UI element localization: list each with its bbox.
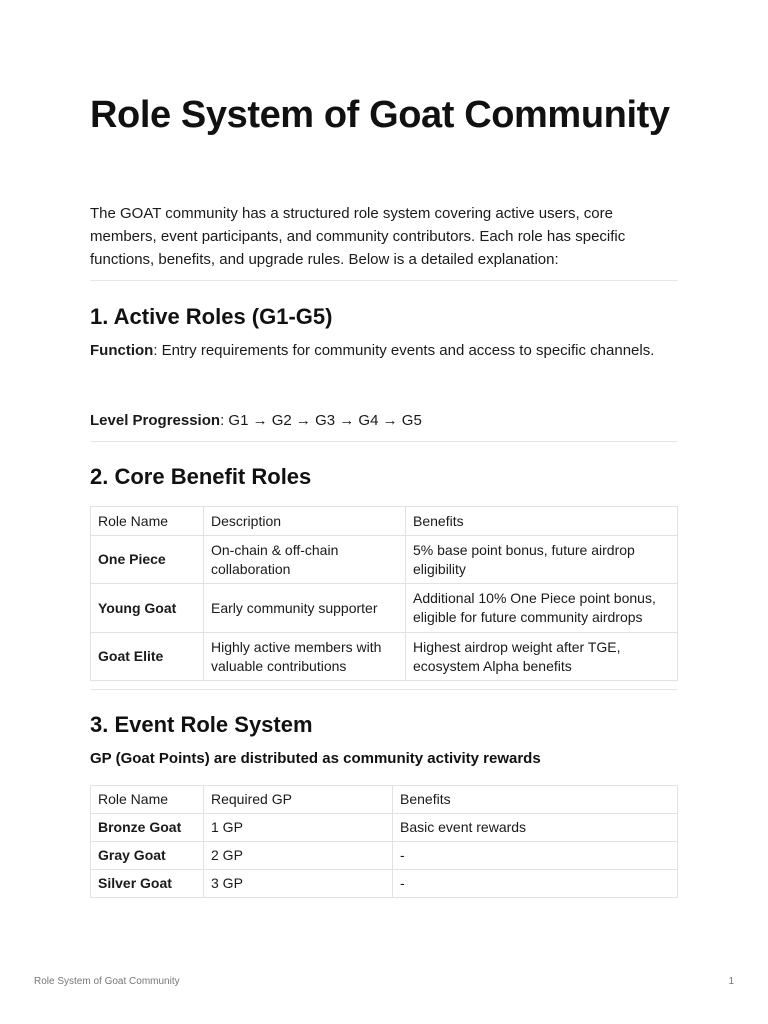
role-name-cell: Silver Goat [91,870,204,898]
function-label: Function [90,342,154,359]
section-2-heading: 2. Core Benefit Roles [90,464,312,489]
table-row [91,633,678,681]
table-header-cell: Required GP [204,786,393,814]
footer-doc-title: Role System of Goat Community [34,976,180,987]
role-name-cell: Gray Goat [91,842,204,870]
required-gp-cell: 1 GP [204,814,393,842]
divider [90,689,678,690]
section-3-subheading: GP (Goat Points) are distributed as community activity rewards [90,750,541,767]
table-row [91,536,678,584]
description-cell: Early community supporter [204,584,406,633]
table-row [91,814,678,842]
function-text: : Entry requirements for community events and access to specific channels. [153,342,655,359]
required-gp-cell: 3 GP [204,870,393,898]
divider [90,441,678,442]
description-cell: On-chain & off-chain collaboration [204,536,406,584]
intro-paragraph: The GOAT community has a structured role system covering active users, core members, event participants, and community contributors. Each role has specific functions, benefits, and upgrade rules. Below is a detailed explanation: [90,205,626,268]
table-header-cell: Role Name [91,507,204,536]
benefits-cell: 5% base point bonus, future airdrop eligibility [406,536,678,584]
table-header-cell: Description [204,507,406,536]
benefits-cell: Highest airdrop weight after TGE, ecosystem Alpha benefits [406,633,678,681]
progression-label: Level Progression [90,412,221,429]
required-gp-cell: 2 GP [204,842,393,870]
description-cell: Highly active members with valuable contributions [204,633,406,681]
table-header-cell: Role Name [91,786,204,814]
role-name-cell: Bronze Goat [91,814,204,842]
event-roles-table [90,785,678,898]
table-row [91,870,678,898]
footer-page-number: 1 [728,976,734,987]
table-row [91,842,678,870]
function-paragraph [90,339,678,362]
benefits-cell: Basic event rewards [393,814,678,842]
benefits-cell: - [393,842,678,870]
progression-paragraph [90,409,678,432]
table-header-row [91,507,678,536]
table-header-cell: Benefits [406,507,678,536]
benefits-cell: Additional 10% One Piece point bonus, eligible for future community airdrops [406,584,678,633]
page-title: Role System of Goat Community [90,94,670,136]
table-header-row [91,786,678,814]
table-row [91,584,678,633]
benefits-cell: - [393,870,678,898]
core-roles-table [90,506,678,681]
section-3-heading: 3. Event Role System [90,712,313,737]
role-name-cell: Young Goat [91,584,204,633]
role-name-cell: One Piece [91,536,204,584]
section-1-heading: 1. Active Roles (G1-G5) [90,304,333,329]
table-header-cell: Benefits [393,786,678,814]
divider [90,280,678,281]
progression-text: : G1 → G2 → G3 → G4 → G5 [220,412,422,429]
role-name-cell: Goat Elite [91,633,204,681]
